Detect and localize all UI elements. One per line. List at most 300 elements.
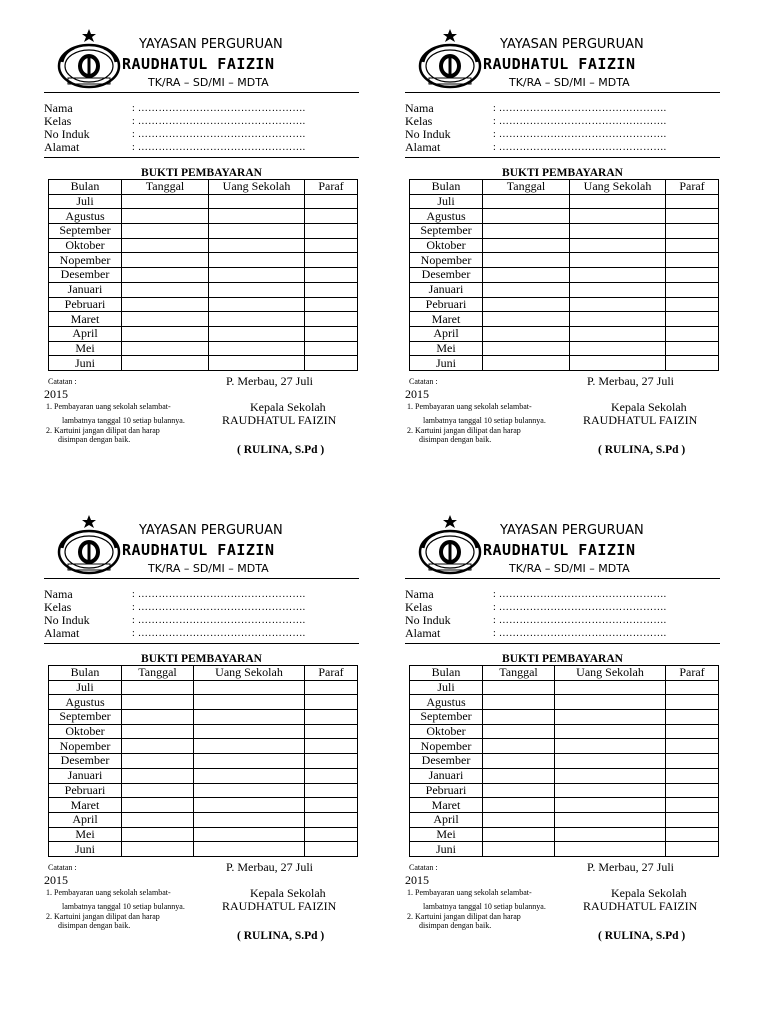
table-row (49, 680, 358, 695)
cell-tanggal[interactable] (483, 326, 570, 341)
cell-uang-sekolah[interactable] (555, 739, 666, 754)
foundation-name: YAYASAN PERGURUAN (500, 523, 644, 538)
cell-paraf[interactable] (305, 842, 358, 857)
cell-uang-sekolah[interactable] (570, 209, 666, 224)
cell-bulan: Juli (410, 680, 483, 695)
table-row (410, 253, 719, 268)
cell-paraf[interactable] (305, 282, 358, 297)
cell-uang-sekolah[interactable] (209, 194, 305, 209)
cell-uang-sekolah[interactable] (194, 724, 305, 739)
field-alamat[interactable] (44, 141, 359, 154)
note-2-cont: disimpan dengan baik. (58, 435, 131, 444)
note-1-cont: lambatnya tanggal 10 setiap bulannya. (62, 902, 185, 911)
cell-paraf[interactable] (305, 312, 358, 327)
cell-uang-sekolah[interactable] (209, 312, 305, 327)
field-label: Nama (44, 587, 73, 601)
cell-paraf[interactable] (666, 312, 719, 327)
table-row (49, 312, 358, 327)
cell-tanggal[interactable] (122, 695, 194, 710)
field-no-induk[interactable] (44, 614, 359, 627)
cell-uang-sekolah[interactable] (209, 282, 305, 297)
fields-divider (44, 643, 359, 644)
cell-bulan: Maret (49, 312, 122, 327)
school-logo (54, 28, 124, 90)
cell-uang-sekolah[interactable] (194, 798, 305, 813)
cell-uang-sekolah[interactable] (194, 842, 305, 857)
field-kelas[interactable] (44, 115, 359, 128)
note-2-cont: disimpan dengan baik. (419, 921, 492, 930)
cell-tanggal[interactable] (483, 812, 555, 827)
cell-bulan: April (410, 326, 483, 341)
cell-paraf[interactable] (305, 326, 358, 341)
cell-paraf[interactable] (666, 710, 719, 725)
signatory-org: RAUDHATUL FAIZIN (583, 899, 698, 913)
table-row (49, 297, 358, 312)
table-row (49, 209, 358, 224)
cell-tanggal[interactable] (122, 724, 194, 739)
cell-tanggal[interactable] (122, 312, 209, 327)
table-row (49, 194, 358, 209)
cell-paraf[interactable] (305, 827, 358, 842)
cell-paraf[interactable] (666, 739, 719, 754)
column-header-uang-sekolah: Uang Sekolah (194, 666, 305, 681)
cell-uang-sekolah[interactable] (194, 680, 305, 695)
cell-tanggal[interactable] (483, 827, 555, 842)
cell-tanggal[interactable] (483, 341, 570, 356)
school-logo (54, 514, 124, 576)
note-2-cont: disimpan dengan baik. (419, 435, 492, 444)
cell-uang-sekolah[interactable] (194, 812, 305, 827)
year: 2015 (44, 387, 68, 401)
note-1-cont: lambatnya tanggal 10 setiap bulannya. (62, 416, 185, 425)
cell-bulan: Pebruari (49, 297, 122, 312)
cell-tanggal[interactable] (483, 356, 570, 371)
table-row (49, 739, 358, 754)
cell-paraf[interactable] (666, 326, 719, 341)
cell-uang-sekolah[interactable] (209, 356, 305, 371)
header-divider (405, 578, 720, 579)
table-row (49, 798, 358, 813)
cell-paraf[interactable] (666, 754, 719, 769)
payment-card-top-left (44, 28, 359, 468)
cell-paraf[interactable] (305, 710, 358, 725)
field-alamat[interactable] (44, 627, 359, 640)
cell-uang-sekolah[interactable] (209, 297, 305, 312)
cell-paraf[interactable] (666, 680, 719, 695)
table-row (410, 827, 719, 842)
cell-bulan: September (49, 224, 122, 239)
cell-bulan: Juni (410, 356, 483, 371)
cell-uang-sekolah[interactable] (570, 253, 666, 268)
cell-paraf[interactable] (305, 754, 358, 769)
header-divider (44, 92, 359, 93)
cell-bulan: Oktober (410, 238, 483, 253)
cell-tanggal[interactable] (483, 312, 570, 327)
cell-paraf[interactable] (666, 798, 719, 813)
table-row (410, 783, 719, 798)
field-label: Nama (405, 587, 434, 601)
table-row (410, 194, 719, 209)
payment-table (48, 665, 358, 857)
cell-tanggal[interactable] (483, 739, 555, 754)
cell-tanggal[interactable] (122, 194, 209, 209)
cell-uang-sekolah[interactable] (194, 695, 305, 710)
cell-bulan: Nopember (410, 253, 483, 268)
cell-paraf[interactable] (666, 783, 719, 798)
cell-uang-sekolah[interactable] (194, 783, 305, 798)
field-alamat[interactable] (405, 141, 720, 154)
cell-paraf[interactable] (666, 238, 719, 253)
cell-tanggal[interactable] (483, 724, 555, 739)
field-blank: : …………………………………………. (132, 589, 306, 600)
payment-card-top-right (405, 28, 720, 468)
signatory-name: ( RULINA, S.Pd ) (237, 444, 325, 456)
cell-uang-sekolah[interactable] (570, 312, 666, 327)
cell-paraf[interactable] (305, 812, 358, 827)
student-fields (44, 102, 359, 154)
cell-bulan: Oktober (49, 724, 122, 739)
cell-bulan: Juni (49, 356, 122, 371)
column-header-tanggal: Tanggal (122, 666, 194, 681)
cell-tanggal[interactable] (483, 297, 570, 312)
column-header-bulan: Bulan (410, 180, 483, 195)
cell-tanggal[interactable] (122, 768, 194, 783)
cell-uang-sekolah[interactable] (555, 827, 666, 842)
cell-tanggal[interactable] (122, 297, 209, 312)
cell-uang-sekolah[interactable] (209, 341, 305, 356)
cell-uang-sekolah[interactable] (570, 297, 666, 312)
field-label: Kelas (405, 600, 433, 614)
table-row (410, 710, 719, 725)
cell-paraf[interactable] (666, 297, 719, 312)
cell-tanggal[interactable] (122, 341, 209, 356)
field-kelas[interactable] (44, 601, 359, 614)
cell-bulan: Agustus (410, 695, 483, 710)
cell-uang-sekolah[interactable] (209, 326, 305, 341)
cell-bulan: Januari (49, 768, 122, 783)
cell-paraf[interactable] (666, 209, 719, 224)
school-name: RAUDHATUL FAIZIN (483, 55, 636, 73)
column-header-bulan: Bulan (410, 666, 483, 681)
cell-tanggal[interactable] (122, 798, 194, 813)
field-blank: : …………………………………………. (493, 589, 667, 600)
cell-tanggal[interactable] (483, 754, 555, 769)
cell-uang-sekolah[interactable] (194, 710, 305, 725)
cell-paraf[interactable] (305, 768, 358, 783)
cell-uang-sekolah[interactable] (570, 282, 666, 297)
signatory-org: RAUDHATUL FAIZIN (222, 899, 337, 913)
cell-paraf[interactable] (666, 224, 719, 239)
cell-paraf[interactable] (305, 297, 358, 312)
cell-uang-sekolah[interactable] (555, 768, 666, 783)
field-label: Kelas (44, 114, 72, 128)
cell-bulan: Desember (49, 754, 122, 769)
cell-uang-sekolah[interactable] (570, 356, 666, 371)
cell-tanggal[interactable] (483, 282, 570, 297)
notes-label: Catatan : (48, 863, 77, 872)
school-name: RAUDHATUL FAIZIN (122, 55, 275, 73)
note-2: 2. Kartuini jangan dilipat dan harap (407, 426, 521, 435)
table-row (410, 754, 719, 769)
cell-paraf[interactable] (305, 724, 358, 739)
fields-divider (44, 157, 359, 158)
cell-paraf[interactable] (305, 680, 358, 695)
field-label: No Induk (44, 613, 90, 627)
cell-paraf[interactable] (305, 238, 358, 253)
field-kelas[interactable] (405, 115, 720, 128)
field-blank: : …………………………………………. (132, 602, 306, 613)
cell-tanggal[interactable] (483, 798, 555, 813)
school-name: RAUDHATUL FAIZIN (483, 541, 636, 559)
cell-paraf[interactable] (666, 253, 719, 268)
cell-uang-sekolah[interactable] (194, 739, 305, 754)
field-blank: : …………………………………………. (132, 615, 306, 626)
cell-uang-sekolah[interactable] (209, 268, 305, 283)
cell-bulan: Desember (49, 268, 122, 283)
fields-divider (405, 643, 720, 644)
field-no-induk[interactable] (405, 614, 720, 627)
cell-tanggal[interactable] (483, 783, 555, 798)
cell-tanggal[interactable] (483, 842, 555, 857)
table-header-row (410, 666, 719, 681)
field-nama[interactable] (44, 588, 359, 601)
cell-tanggal[interactable] (483, 253, 570, 268)
cell-tanggal[interactable] (122, 739, 194, 754)
cell-paraf[interactable] (666, 695, 719, 710)
field-alamat[interactable] (405, 627, 720, 640)
cell-paraf[interactable] (305, 341, 358, 356)
cell-uang-sekolah[interactable] (194, 827, 305, 842)
cell-paraf[interactable] (666, 724, 719, 739)
cell-uang-sekolah[interactable] (209, 238, 305, 253)
cell-tanggal[interactable] (122, 754, 194, 769)
cell-bulan: Maret (410, 798, 483, 813)
cell-tanggal[interactable] (483, 768, 555, 783)
cell-uang-sekolah[interactable] (570, 268, 666, 283)
cell-bulan: Juli (49, 680, 122, 695)
cell-tanggal[interactable] (122, 238, 209, 253)
cell-tanggal[interactable] (122, 812, 194, 827)
header-divider (44, 578, 359, 579)
school-levels: TK/RA – SD/MI – MDTA (148, 562, 269, 575)
cell-paraf[interactable] (305, 253, 358, 268)
place-date: P. Merbau, 27 Juli (587, 374, 674, 388)
table-header-row (49, 180, 358, 195)
column-header-paraf: Paraf (666, 666, 719, 681)
cell-tanggal[interactable] (483, 238, 570, 253)
cell-bulan: April (49, 326, 122, 341)
cell-tanggal[interactable] (122, 326, 209, 341)
signatory-title: Kepala Sekolah (250, 400, 326, 414)
cell-uang-sekolah[interactable] (555, 695, 666, 710)
cell-bulan: Januari (410, 768, 483, 783)
signatory-name: ( RULINA, S.Pd ) (598, 444, 686, 456)
payment-table-title: BUKTI PEMBAYARAN (141, 167, 262, 179)
cell-tanggal[interactable] (122, 209, 209, 224)
payment-table (409, 665, 719, 857)
cell-paraf[interactable] (305, 356, 358, 371)
field-nama[interactable] (405, 102, 720, 115)
signatory-title: Kepala Sekolah (250, 886, 326, 900)
cell-paraf[interactable] (666, 812, 719, 827)
cell-tanggal[interactable] (122, 842, 194, 857)
cell-uang-sekolah[interactable] (555, 783, 666, 798)
cell-bulan: Agustus (410, 209, 483, 224)
school-levels: TK/RA – SD/MI – MDTA (148, 76, 269, 89)
field-label: Alamat (405, 140, 441, 154)
field-label: Nama (405, 101, 434, 115)
cell-bulan: Pebruari (49, 783, 122, 798)
cell-tanggal[interactable] (122, 680, 194, 695)
cell-uang-sekolah[interactable] (209, 209, 305, 224)
note-1: 1. Pembayaran uang sekolah selambat- (46, 402, 171, 411)
cell-uang-sekolah[interactable] (570, 341, 666, 356)
cell-paraf[interactable] (305, 695, 358, 710)
table-row (410, 282, 719, 297)
field-blank: : …………………………………………. (493, 103, 667, 114)
cell-tanggal[interactable] (483, 710, 555, 725)
cell-paraf[interactable] (666, 356, 719, 371)
cell-bulan: Nopember (410, 739, 483, 754)
cell-uang-sekolah[interactable] (570, 326, 666, 341)
student-fields (405, 102, 720, 154)
note-2-cont: disimpan dengan baik. (58, 921, 131, 930)
cell-paraf[interactable] (305, 194, 358, 209)
note-1-cont: lambatnya tanggal 10 setiap bulannya. (423, 902, 546, 911)
cell-uang-sekolah[interactable] (570, 224, 666, 239)
field-nama[interactable] (44, 102, 359, 115)
field-kelas[interactable] (405, 601, 720, 614)
cell-tanggal[interactable] (122, 282, 209, 297)
table-row (49, 356, 358, 371)
cell-bulan: September (410, 710, 483, 725)
cell-uang-sekolah[interactable] (209, 253, 305, 268)
cell-bulan: Maret (49, 798, 122, 813)
field-label: Alamat (44, 626, 80, 640)
payment-table-title: BUKTI PEMBAYARAN (502, 653, 623, 665)
column-header-uang-sekolah: Uang Sekolah (570, 180, 666, 195)
table-row (410, 326, 719, 341)
cell-bulan: April (49, 812, 122, 827)
field-no-induk[interactable] (405, 128, 720, 141)
cell-paraf[interactable] (666, 768, 719, 783)
cell-paraf[interactable] (305, 209, 358, 224)
table-row (49, 842, 358, 857)
cell-paraf[interactable] (305, 739, 358, 754)
cell-bulan: Mei (49, 341, 122, 356)
note-2: 2. Kartuini jangan dilipat dan harap (407, 912, 521, 921)
column-header-uang-sekolah: Uang Sekolah (209, 180, 305, 195)
column-header-uang-sekolah: Uang Sekolah (555, 666, 666, 681)
fields-divider (405, 157, 720, 158)
foundation-name: YAYASAN PERGURUAN (139, 523, 283, 538)
cell-bulan: Mei (410, 341, 483, 356)
table-row (49, 768, 358, 783)
cell-tanggal[interactable] (122, 356, 209, 371)
cell-uang-sekolah[interactable] (555, 842, 666, 857)
cell-paraf[interactable] (666, 282, 719, 297)
table-row (49, 253, 358, 268)
cell-bulan: Juni (410, 842, 483, 857)
note-1-cont: lambatnya tanggal 10 setiap bulannya. (423, 416, 546, 425)
cell-tanggal[interactable] (122, 268, 209, 283)
cell-tanggal[interactable] (483, 695, 555, 710)
cell-bulan: Januari (410, 282, 483, 297)
cell-uang-sekolah[interactable] (555, 812, 666, 827)
cell-bulan: September (410, 224, 483, 239)
cell-bulan: Januari (49, 282, 122, 297)
column-header-paraf: Paraf (666, 180, 719, 195)
cell-paraf[interactable] (666, 842, 719, 857)
cell-uang-sekolah[interactable] (555, 754, 666, 769)
table-row (410, 224, 719, 239)
place-date: P. Merbau, 27 Juli (226, 860, 313, 874)
table-row (49, 238, 358, 253)
cell-bulan: Juli (49, 194, 122, 209)
field-blank: : …………………………………………. (493, 615, 667, 626)
cell-uang-sekolah[interactable] (570, 194, 666, 209)
column-header-tanggal: Tanggal (483, 180, 570, 195)
field-blank: : …………………………………………. (132, 628, 306, 639)
table-row (410, 724, 719, 739)
payment-table-title: BUKTI PEMBAYARAN (502, 167, 623, 179)
cell-tanggal[interactable] (483, 209, 570, 224)
field-no-induk[interactable] (44, 128, 359, 141)
cell-tanggal[interactable] (483, 224, 570, 239)
cell-tanggal[interactable] (483, 680, 555, 695)
cell-paraf[interactable] (666, 341, 719, 356)
cell-tanggal[interactable] (122, 827, 194, 842)
cell-uang-sekolah[interactable] (555, 710, 666, 725)
cell-paraf[interactable] (666, 194, 719, 209)
cell-tanggal[interactable] (483, 268, 570, 283)
cell-tanggal[interactable] (122, 253, 209, 268)
cell-paraf[interactable] (666, 268, 719, 283)
cell-uang-sekolah[interactable] (209, 224, 305, 239)
cell-paraf[interactable] (305, 224, 358, 239)
cell-bulan: Mei (410, 827, 483, 842)
cell-uang-sekolah[interactable] (194, 754, 305, 769)
cell-tanggal[interactable] (122, 224, 209, 239)
cell-paraf[interactable] (305, 783, 358, 798)
cell-paraf[interactable] (666, 827, 719, 842)
cell-tanggal[interactable] (483, 194, 570, 209)
cell-paraf[interactable] (305, 798, 358, 813)
cell-tanggal[interactable] (122, 710, 194, 725)
field-nama[interactable] (405, 588, 720, 601)
cell-uang-sekolah[interactable] (555, 724, 666, 739)
foundation-name: YAYASAN PERGURUAN (139, 37, 283, 52)
cell-uang-sekolah[interactable] (555, 680, 666, 695)
cell-paraf[interactable] (305, 268, 358, 283)
cell-uang-sekolah[interactable] (555, 798, 666, 813)
column-header-paraf: Paraf (305, 180, 358, 195)
table-row (49, 282, 358, 297)
signatory-name: ( RULINA, S.Pd ) (237, 930, 325, 942)
cell-uang-sekolah[interactable] (570, 238, 666, 253)
place-date: P. Merbau, 27 Juli (587, 860, 674, 874)
column-header-bulan: Bulan (49, 666, 122, 681)
field-blank: : …………………………………………. (132, 103, 306, 114)
year: 2015 (44, 873, 68, 887)
cell-uang-sekolah[interactable] (194, 768, 305, 783)
cell-bulan: Oktober (49, 238, 122, 253)
school-levels: TK/RA – SD/MI – MDTA (509, 562, 630, 575)
cell-bulan: Juli (410, 194, 483, 209)
cell-bulan: Agustus (49, 209, 122, 224)
payment-table (48, 179, 358, 371)
cell-tanggal[interactable] (122, 783, 194, 798)
